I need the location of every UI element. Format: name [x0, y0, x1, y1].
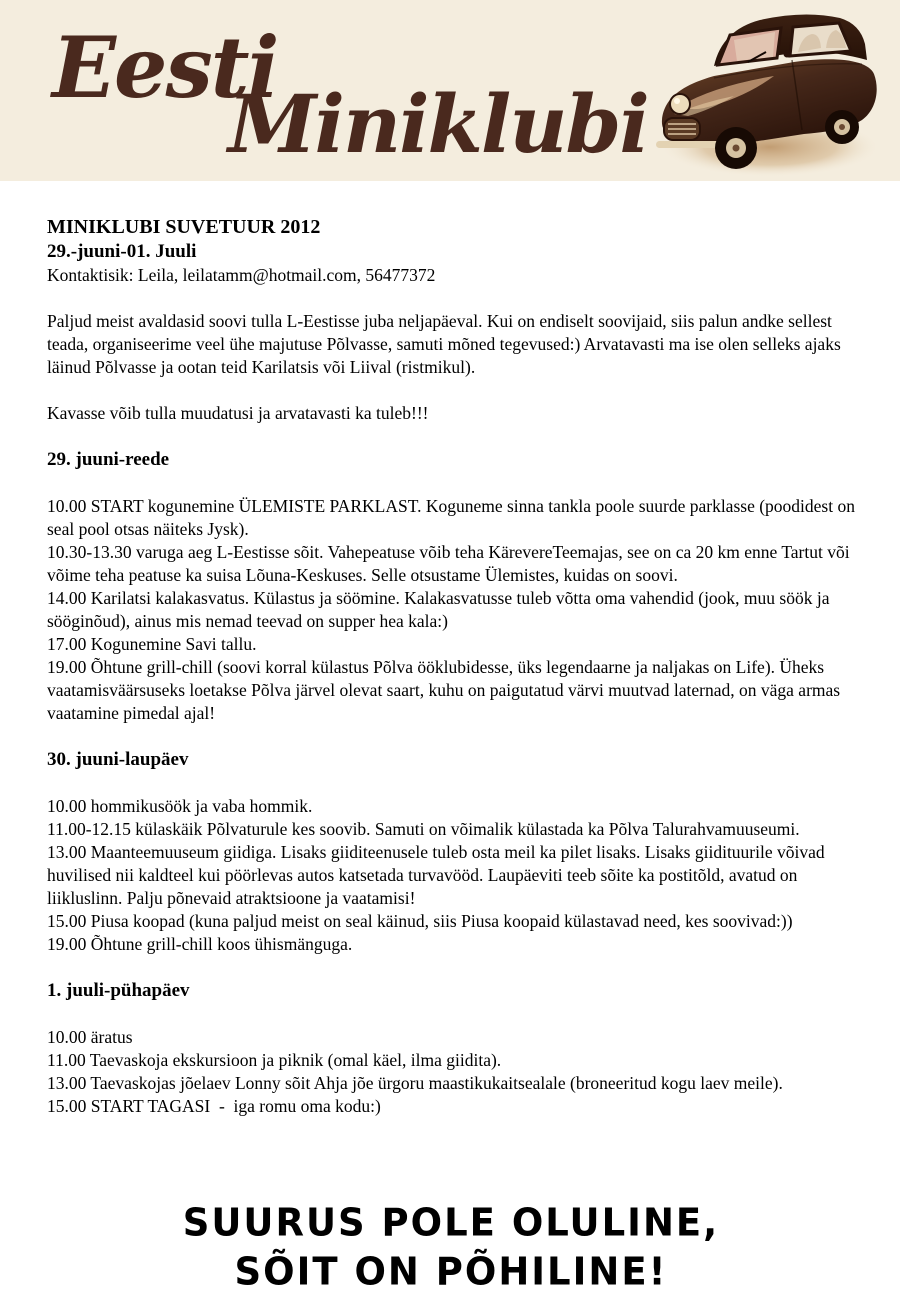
spacer: [47, 772, 855, 795]
intro-paragraph: Paljud meist avaldasid soovi tulla L-Eestisse juba neljapäeval. Kui on endiselt soovijaid, siis palun andke sellest teada, organiseerime veel ühe majutuse Põlvasse, samuti mõned tegevused:) Arvatavasti ma ise olen selleks ajaks läinud Põlvasse ja ootan teid Karilatsis või Liival (ristmikul).: [47, 311, 846, 377]
day-heading-sunday: 1. juuli-pühapäev: [47, 980, 190, 1001]
schedule-item: 10.30-13.30 varuga aeg L-Eestisse sõit. Vahepeatuse võib teha KärevereTeemajas, see on ca 20 km enne Tartut või võime teha peatuse ka suisa Lõuna-Keskuses. Selle otsustame Ülemistes, kuidas on soovi.: [47, 542, 854, 585]
logo-miniklubi: Miniklubi: [228, 77, 648, 171]
spacer: [47, 287, 855, 310]
spacer: [47, 956, 855, 979]
date-range: 29.-juuni-01. Juuli: [47, 241, 197, 262]
schedule-item: 10.00 START kogunemine ÜLEMISTE PARKLAST. Koguneme sinna tankla poole suurde parklasse (poodidest on seal pool otsas näiteks Jysk).: [47, 496, 860, 539]
schedule-item: 10.00 äratus: [47, 1027, 133, 1047]
page-title: MINIKLUBI SUVETUUR 2012: [47, 216, 321, 238]
document-body: [0, 181, 900, 1294]
header-banner: [0, 0, 900, 181]
logo-eesti: Eesti: [52, 18, 278, 117]
schedule-item: 11.00-12.15 külaskäik Põlvaturule kes soovib. Samuti on võimalik külastada ka Põlva Talurahvamuuseumi.: [47, 819, 800, 839]
spacer: [47, 1003, 855, 1026]
slogan: [47, 1198, 855, 1296]
schedule-item: 15.00 Piusa koopad (kuna paljud meist on seal käinud, siis Piusa koopaid külastavad need, kes soovivad:)): [47, 911, 793, 931]
schedule-item: 11.00 Taevaskoja ekskursioon ja piknik (omal käel, ilma giidita).: [47, 1050, 502, 1070]
slogan-line-1: SUURUS POLE OLULINE,: [182, 1200, 720, 1245]
spacer: [47, 725, 855, 748]
schedule-item: 10.00 hommikusöök ja vaba hommik.: [47, 796, 313, 816]
schedule-item: 17.00 Kogunemine Savi tallu.: [47, 634, 257, 654]
schedule-item: 13.00 Maanteemuuseum giidiga. Lisaks giiditeenusele tuleb osta meil ka pilet lisaks. Lisaks giidituurile võivad huvilised nii kaldteel kui pöörlevas autos katsetada turvavööd. Laupäeviti teeb sõite ka postitõld, avatud on liikluslinn. Palju põnevaid atraktsioone ja vaatamisi!: [47, 842, 830, 908]
mini-car-image: [644, 2, 896, 180]
intro-paragraph: Kavasse võib tulla muudatusi ja arvatavasti ka tuleb!!!: [47, 403, 429, 423]
spacer: [47, 425, 855, 448]
schedule-item: 19.00 Õhtune grill-chill koos ühismänguga.: [47, 934, 353, 954]
schedule-item: 15.00 START TAGASI - iga romu oma kodu:): [47, 1096, 381, 1116]
day-heading-friday: 29. juuni-reede: [47, 449, 170, 470]
day-heading-saturday: 30. juuni-laupäev: [47, 749, 189, 770]
schedule-item: 13.00 Taevaskojas jõelaev Lonny sõit Ahja jõe ürgoru maastikukaitsealale (broneeritud kogu laev meile).: [47, 1073, 783, 1093]
spacer: [47, 472, 855, 495]
slogan-line-2: SÕIT ON PÕHILINE!: [234, 1249, 668, 1294]
classic-mini-car-illustration: [644, 2, 896, 180]
contact-line: Kontaktisik: Leila, leilatamm@hotmail.com, 56477372: [47, 265, 436, 285]
schedule-item: 14.00 Karilatsi kalakasvatus. Külastus ja söömine. Kalakasvatusse tuleb võtta oma vahendid (jook, muu söök ja sööginõud), ainus mis nemad teevad on supper hea kala:): [47, 588, 834, 631]
spacer: [47, 379, 855, 402]
schedule-item: 19.00 Õhtune grill-chill (soovi korral külastus Põlva ööklubidesse, üks legendaarne ja naljakas on Life). Üheks vaatamisväärsuseks loetakse Põlva järvel olevat saart, kuhu on paigutatud värvi muutvad laternad, on väga armas vaatamine pimedal ajal!: [47, 657, 845, 723]
